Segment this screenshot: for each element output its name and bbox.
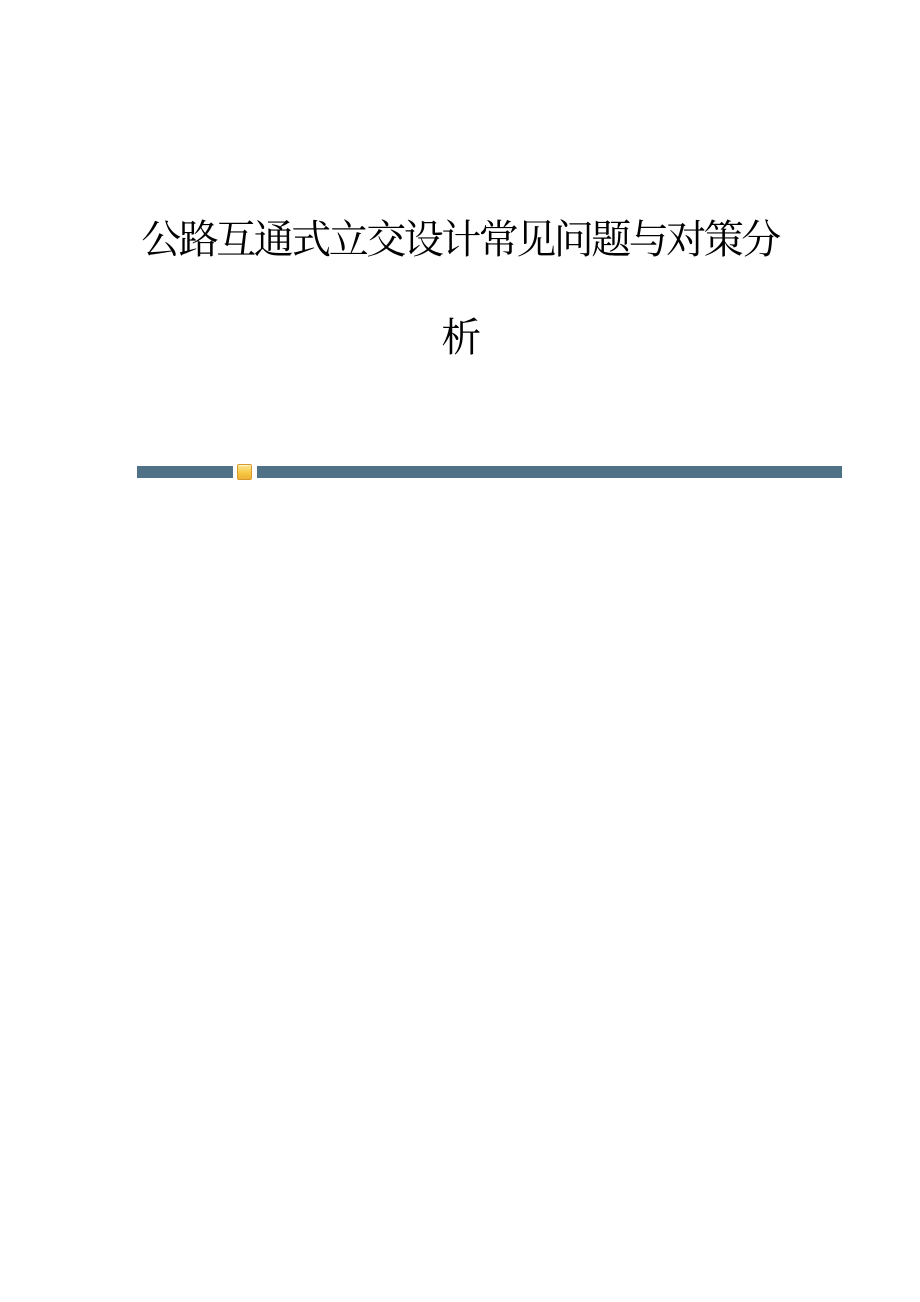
- title-divider: [0, 464, 920, 482]
- divider-line-right: [257, 466, 842, 478]
- page-title-line-1: 公路互通式立交设计常见问题与对策分: [141, 217, 779, 262]
- divider-line-left: [137, 466, 233, 478]
- page-title-line-2: 析: [441, 315, 479, 360]
- gold-square-ornament-icon: [237, 464, 252, 480]
- page-title: [0, 191, 920, 387]
